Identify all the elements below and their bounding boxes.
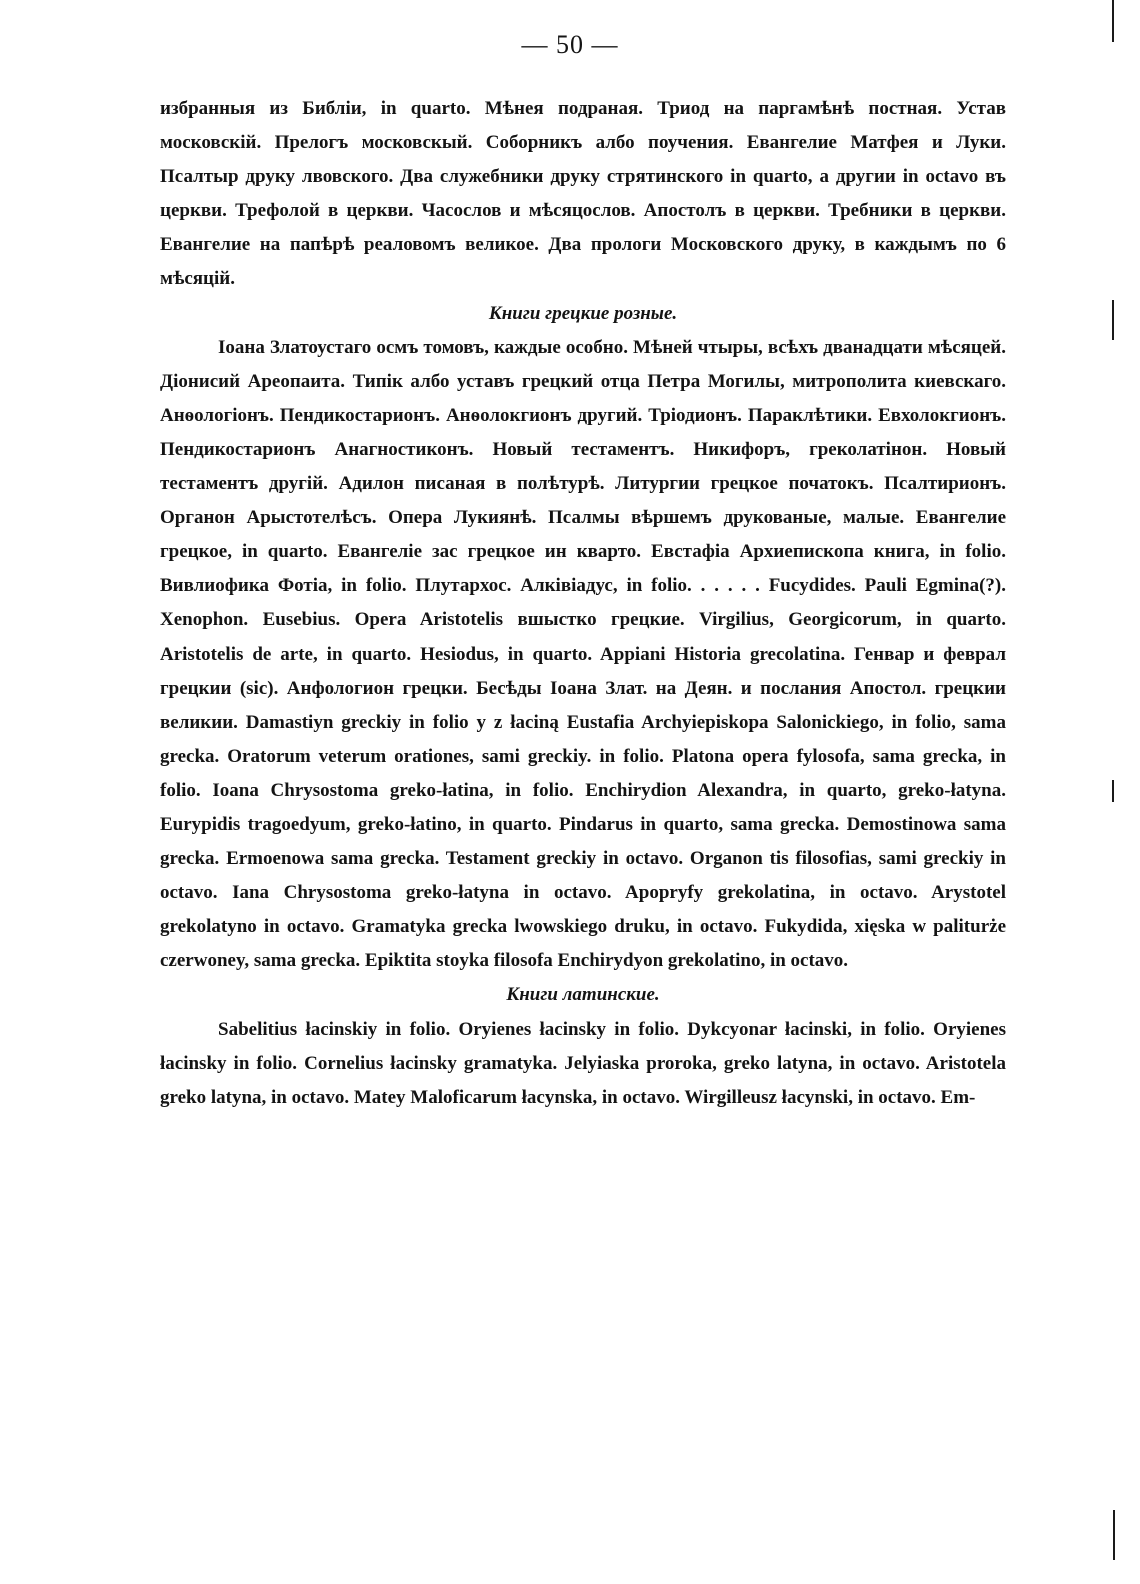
scan-edge-mark (1112, 780, 1114, 802)
page-body (160, 92, 1006, 1115)
scan-edge-mark (1113, 1510, 1115, 1560)
page-number: — 50 — (521, 30, 619, 59)
scan-edge-mark (1112, 0, 1114, 42)
paragraph-greek-books: Іоана Златоустаго осмъ томовъ, каждые особно. Мѣней чтыры, всѣхъ дванадцати мѣсяцей. Діонисий Ареопаита. Типік албо уставъ грецкий отца Петра Могилы, митрополита киевскаго. Анѳологіонъ. Пендикостарионъ. Анѳолокгионъ другий. Тріодионъ. Параклѣтики. Евхолокгионъ. Пендикостарионъ Анагностиконъ. Новый тестаментъ. Никифоръ, греколатінон. Новый тестаментъ другій. Адилон писаная в полѣтурѣ. Литургии грецкое початокъ. Псалтирионъ. Органон Арыстотелѣсъ. Опера Лукиянѣ. Псалмы вѣршемъ друкованые, малые. Евангелие грецкое, in quarto. Евангеліе зас грецкое ин кварто. Евстафіа Архиепископа книга, in folio. Вивлиофика Фотіа, in folio. Плутархос. Алківіадус, in folio. . . . . . Fucydides. Pauli Egmina(?). Xenophon. Eusebius. Opera Aristotelis вшыстко грецкие. Virgilius, Georgicorum, in quarto. Aristotelis de arte, in quarto. Hesiodus, in quarto. Appiani Historia grecolatina. Генвар и феврал грецкии (sic). Анфологион грецки. Бесѣды Іоана Злат. на Деян. и послания Апостол. грецкии великии. Damastiyn greckiy in folio y z łaciną Eustafia Archyiepiskopa Salonickiego, in folio, sama grecka. Oratorum veterum orationes, sami greckiy. in folio. Platona opera fylosofa, sama grecka, in folio. Ioana Chrysostoma greko-łatina, in folio. Enchirydion Alexandra, in quarto, greko-łatyna. Eurypidis tragoedyum, greko-łatino, in quarto. Pindarus in quarto, sama grecka. Demostinowa sama grecka. Ermoenowa sama grecka. Testament greckiy in octavo. Organon tis filosofias, sami greckiy in octavo. Iana Chrysostoma greko-łatyna in octavo. Apopryfy grekolatina, in octavo. Arystotel grekolatyno in octavo. Gramatyka grecka lwowskiego druku, in octavo. Fukydida, xięska w paliturże czerwoney, sama grecka. Epiktita stoyka filosofa Enchirydyon grekolatino, in octavo. (160, 336, 1006, 972)
section-heading-greek-books: Книги грецкие розные. (488, 302, 678, 324)
scan-edge-mark (1112, 300, 1114, 340)
paragraph-latin-books: Sabelitius łacinskiy in folio. Oryienes łacinsky in folio. Dykcyonar łacinski, in folio. Oryienes łacinsky in folio. Cornelius łacinsky gramatyka. Jelyiaska proroka, greko latyna, in octavo. Aristotela greko latyna, in octavo. Matey Maloficarum łacynska, in octavo. Wirgilleusz łacynski, in octavo. Em- (160, 1018, 1006, 1108)
section-heading-latin-books: Книги латинские. (506, 984, 660, 1006)
paragraph-church-books: избранныя из Библіи, in quarto. Мѣнея подраная. Триод на паргамѣнѣ постная. Устав московскій. Прелогъ московскый. Соборникъ албо поучения. Евангелие Матфея и Луки. Псалтыр друку лвовского. Два служебники друку стрятинского in quarto, а другии in octavo въ церкви. Трефолой в церкви. Часослов и мѣсяцослов. Апостолъ в церкви. Требники в церкви. Евангелие на папѣрѣ реаловомъ великое. Два прологи Московского друку, в каждымъ по 6 мѣсяцій. (160, 98, 1006, 290)
